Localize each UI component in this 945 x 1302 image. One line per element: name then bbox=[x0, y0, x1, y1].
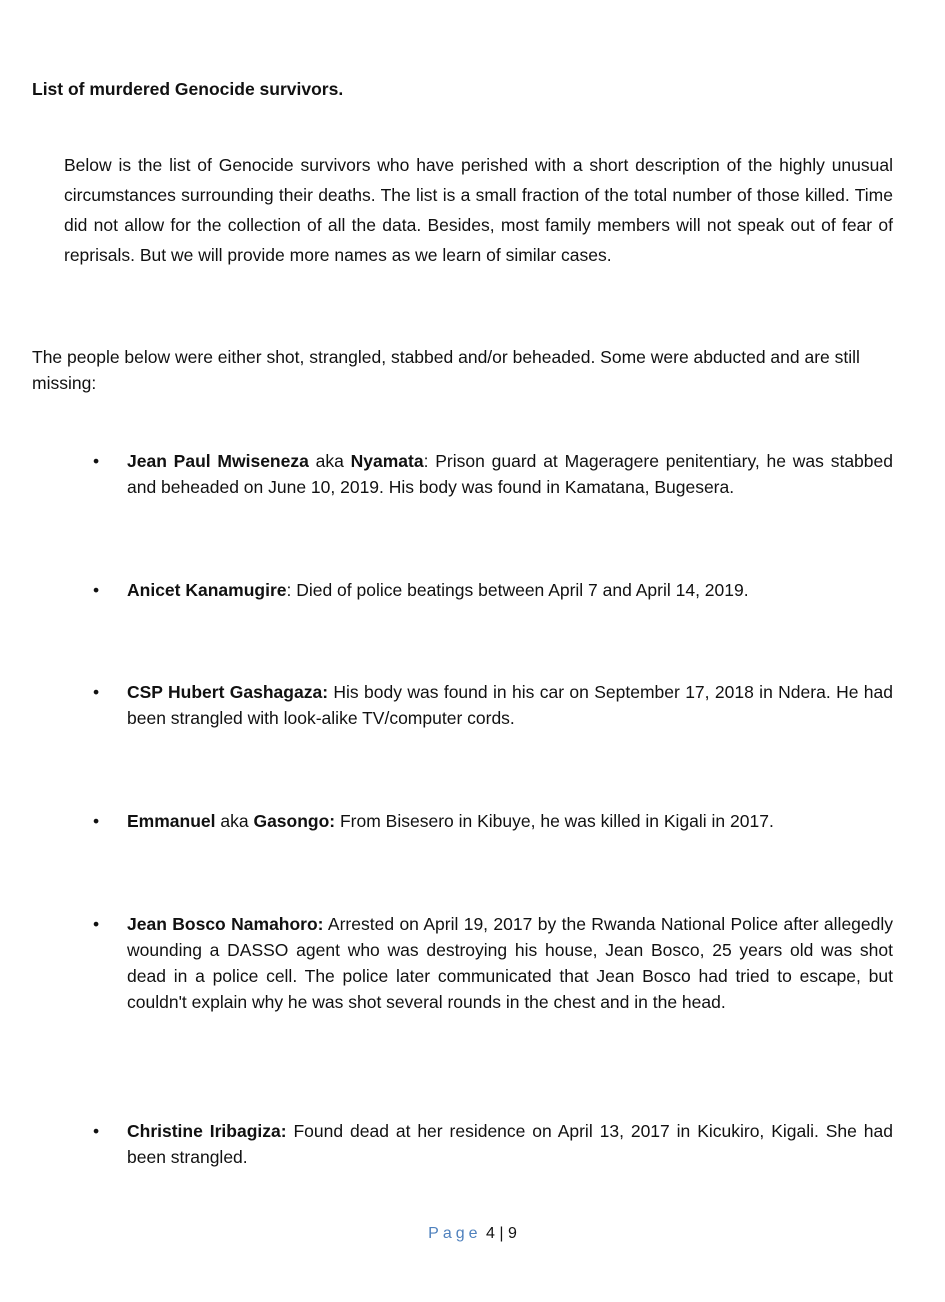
victim-alias: Nyamata bbox=[350, 451, 424, 471]
victim-name: Christine Iribagiza: bbox=[127, 1121, 287, 1141]
list-item bbox=[93, 911, 893, 1015]
list-item bbox=[93, 577, 893, 603]
bullet-icon: • bbox=[93, 451, 100, 471]
list-item bbox=[93, 808, 893, 834]
list-item-text bbox=[127, 808, 893, 834]
page-separator: | bbox=[499, 1225, 504, 1242]
victim-description: : Died of police beatings between April 7 and April 14, 2019. bbox=[286, 580, 749, 600]
list-item-text bbox=[127, 577, 893, 603]
aka-text: aka bbox=[215, 811, 254, 831]
bullet-icon: • bbox=[93, 580, 100, 600]
list-item-text bbox=[127, 911, 893, 1015]
victim-name: Emmanuel bbox=[127, 811, 216, 831]
page-label: Page bbox=[428, 1225, 482, 1242]
bullet-icon: • bbox=[93, 811, 100, 831]
page-number: 4 bbox=[485, 1225, 495, 1242]
aka-text: aka bbox=[308, 451, 351, 471]
list-item bbox=[93, 1118, 893, 1170]
people-intro-paragraph: The people below were either shot, strangled, stabbed and/or beheaded. Some were abducted and are still missing: bbox=[32, 347, 860, 393]
victim-description: Arrested on April 19, 2017 by the Rwanda National Police after allegedly wounding a DASSO agent who was destroying his house, Jean Bosco, 25 years old was shot dead in a police cell. The police later communicated that Jean Bosco had tried to escape, but couldn't explain why he was shot several rounds in the chest and in the head. bbox=[127, 914, 894, 1012]
page-total: 9 bbox=[507, 1225, 517, 1242]
victim-name: CSP Hubert Gashagaza: bbox=[127, 682, 329, 702]
page-title: List of murdered Genocide survivors. bbox=[32, 79, 344, 99]
list-item-text bbox=[127, 448, 893, 500]
victim-name: Jean Paul Mwiseneza bbox=[127, 451, 309, 471]
victim-alias: Gasongo: bbox=[253, 811, 336, 831]
list-item bbox=[93, 448, 893, 500]
list-item-text bbox=[127, 679, 893, 731]
list-item-text bbox=[127, 1118, 893, 1170]
victim-name: Jean Bosco Namahoro: bbox=[127, 914, 324, 934]
victim-name: Anicet Kanamugire bbox=[127, 580, 287, 600]
bullet-icon: • bbox=[93, 682, 100, 702]
bullet-icon: • bbox=[93, 914, 100, 934]
page-footer bbox=[0, 1223, 945, 1245]
victim-description: : Prison guard at Mageragere penitentiary, he was stabbed and beheaded on June 10, 2019. His body was found in Kamatana, Bugesera. bbox=[127, 451, 893, 497]
bullet-icon: • bbox=[93, 1121, 100, 1141]
list-item bbox=[93, 679, 893, 731]
victim-description: From Bisesero in Kibuye, he was killed in Kigali in 2017. bbox=[335, 811, 774, 831]
intro-paragraph: Below is the list of Genocide survivors who have perished with a short description of the highly unusual circumstances surrounding their deaths. The list is a small fraction of the total number of those killed. Time did not allow for the collection of all the data. Besides, most family members will not speak out of fear of reprisals. But we will provide more names as we learn of similar cases. bbox=[64, 155, 893, 265]
victim-description: Found dead at her residence on April 13, 2017 in Kicukiro, Kigali. She had been strangled. bbox=[127, 1121, 893, 1167]
victim-description: His body was found in his car on September 17, 2018 in Ndera. He had been strangled with look-alike TV/computer cords. bbox=[127, 682, 893, 728]
